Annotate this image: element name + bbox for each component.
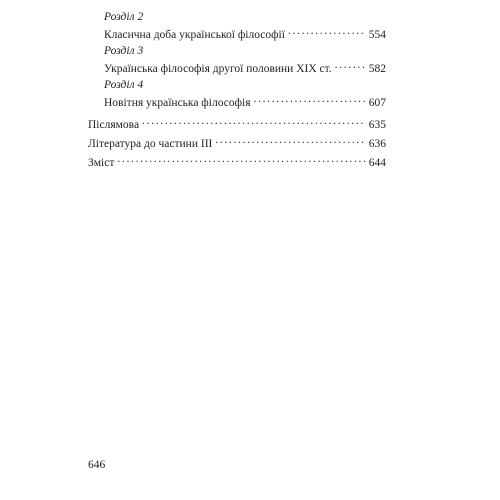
toc-title: Класична доба української філософії	[104, 29, 285, 41]
toc-page-number: 636	[368, 138, 386, 150]
dot-leader	[254, 92, 366, 106]
toc-entry-afterword	[88, 114, 386, 131]
toc-entry-chapter-2	[88, 10, 386, 41]
toc-title: Зміст	[88, 157, 115, 169]
table-of-contents	[88, 10, 386, 171]
toc-page-number: 635	[368, 119, 386, 131]
page-number: 646	[88, 459, 106, 471]
toc-page-number: 607	[368, 97, 386, 109]
toc-title: Післямова	[88, 119, 140, 131]
toc-entry-chapter-3	[88, 44, 386, 75]
dot-leader	[142, 114, 366, 128]
toc-row	[88, 133, 386, 150]
toc-page-number: 554	[368, 29, 386, 41]
toc-title: Література до частини III	[88, 138, 213, 150]
toc-title: Українська філософія другої половини XIX ст.	[104, 63, 332, 75]
chapter-label: Розділ 3	[104, 45, 144, 57]
toc-row	[104, 92, 386, 109]
toc-page-number: 644	[368, 157, 386, 169]
toc-entry-literature	[88, 133, 386, 150]
chapter-label: Розділ 4	[104, 79, 144, 91]
toc-row	[104, 24, 386, 41]
dot-leader	[215, 133, 365, 147]
dot-leader	[117, 152, 365, 166]
toc-page-number: 582	[368, 63, 386, 75]
toc-row	[104, 58, 386, 75]
dot-leader	[288, 24, 366, 38]
toc-entry-chapter-4	[88, 78, 386, 109]
toc-row	[88, 114, 386, 131]
dot-leader	[335, 58, 366, 72]
toc-title: Новітня українська філософія	[104, 97, 251, 109]
chapter-label: Розділ 2	[104, 11, 144, 23]
toc-row	[88, 152, 386, 169]
toc-entry-contents	[88, 152, 386, 169]
